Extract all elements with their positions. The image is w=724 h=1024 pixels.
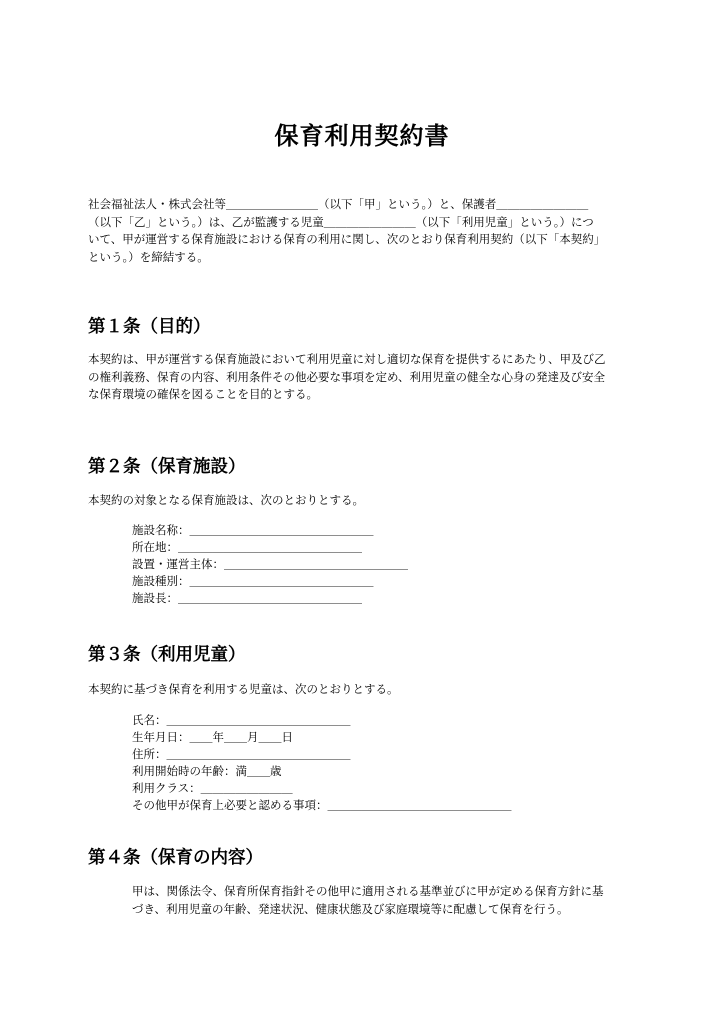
child-fields: [132, 712, 512, 814]
article1-line: な保育環境の確保を図ることを目的とする。: [88, 387, 318, 401]
article1-heading: 第１条（目的）: [88, 317, 211, 337]
child-birthdate-field: 生年月日：＿＿年＿＿月＿＿日: [132, 730, 293, 744]
article2-heading: 第２条（保育施設）: [88, 457, 246, 477]
article2-lead: [88, 492, 648, 510]
child-other-field: その他甲が保育上必要と認める事項：＿＿＿＿＿＿＿＿＿＿＿＿＿＿＿＿: [132, 798, 512, 812]
article4-heading: 第４条（保育の内容）: [88, 848, 263, 868]
article3-heading: 第３条（利用児童）: [88, 645, 246, 665]
child-age-field: 利用開始時の年齢：満＿＿歳: [132, 764, 282, 778]
article2-lead-line: 本契約の対象となる保育施設は、次のとおりとする。: [88, 493, 364, 507]
intro-line: （以下「乙」という。）は、乙が監護する児童＿＿＿＿＿＿＿＿（以下「利用児童」という。）につ: [88, 214, 594, 229]
facility-name-field: 施設名称：＿＿＿＿＿＿＿＿＿＿＿＿＿＿＿＿: [132, 523, 374, 537]
child-class-field: 利用クラス：＿＿＿＿＿＿＿＿: [132, 781, 293, 795]
document-title: 保育利用契約書: [274, 122, 450, 150]
article4-line: 甲は、関係法令、保育所保育指針その他甲に適用される基準並びに甲が定める保育方針に基: [132, 884, 604, 898]
intro-line: 社会福祉法人・株式会社等＿＿＿＿＿＿＿＿（以下「甲」という。）と、保護者＿＿＿＿＿＿＿＿: [88, 197, 589, 211]
child-name-field: 氏名：＿＿＿＿＿＿＿＿＿＿＿＿＿＿＿＿: [132, 713, 351, 727]
article1-line: の権利義務、保育の内容、利用条件その他必要な事項を定め、利用児童の健全な心身の発達及び安全: [88, 369, 606, 384]
intro-line: いて、甲が運営する保育施設における保育の利用に関し、次のとおり保育利用契約（以下「本契約」: [88, 232, 606, 246]
article4-line: づき、利用児童の年齢、発達状況、健康状態及び家庭環境等に配慮して保育を行う。: [132, 901, 569, 916]
facility-type-field: 施設種別：＿＿＿＿＿＿＿＿＿＿＿＿＿＿＿＿: [132, 574, 374, 588]
article4-body: [132, 883, 652, 918]
intro-paragraph: [88, 196, 648, 266]
child-address-field: 住所：＿＿＿＿＿＿＿＿＿＿＿＿＿＿＿＿: [132, 747, 351, 761]
facility-operator-field: 設置・運営主体：＿＿＿＿＿＿＿＿＿＿＿＿＿＿＿＿: [132, 557, 408, 571]
facility-fields: [132, 522, 408, 607]
facility-address-field: 所在地：＿＿＿＿＿＿＿＿＿＿＿＿＿＿＿＿: [132, 540, 362, 554]
article3-lead: [88, 681, 648, 699]
article1-line: 本契約は、甲が運営する保育施設において利用児童に対し適切な保育を提供するにあたり、甲及び乙: [88, 352, 606, 366]
article1-body: [88, 351, 648, 404]
article3-lead-line: 本契約に基づき保育を利用する児童は、次のとおりとする。: [88, 682, 399, 696]
facility-director-field: 施設長：＿＿＿＿＿＿＿＿＿＿＿＿＿＿＿＿: [132, 591, 362, 605]
intro-line: という。）を締結する。: [88, 249, 209, 264]
